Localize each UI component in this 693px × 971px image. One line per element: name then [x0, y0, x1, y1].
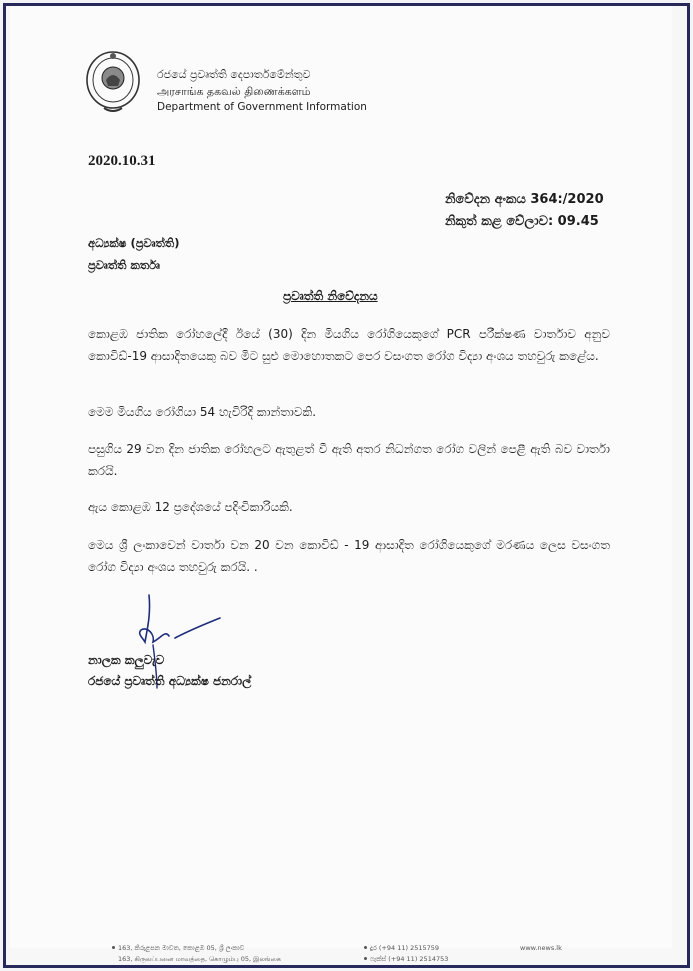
dept-name-sinhala: රජයේ ප්‍රවෘත්ති දෙපාර්තමේන්තුව	[157, 68, 311, 81]
body-paragraph: ඇය කොළඹ 12 ප්‍රදේශයේ පදිංචිකාරියකි.	[88, 500, 293, 514]
release-number: නිවේදන අංකය 364:/2020	[445, 192, 604, 207]
signatory-name: නාලක කලුවැව	[88, 653, 165, 667]
footer-address: 163, கிருலப்பனை மாவத்தை, கொழும்பு 05, இலங்கை	[118, 955, 281, 963]
body-paragraph: කොළඹ ජාතික රෝහලේදී ඊයේ (30) දින මියගිය රෝගියෙකුගේ PCR පරීක්ෂණ වාර්තාව අනුව කොවිඩ්-19 ආසාදිතයෙකු බව මිට සුළු මොහොතකට පෙර වසංගත රෝග විද්‍යා අංශය තහවුරු කළේය.	[88, 327, 610, 363]
national-emblem-icon	[84, 50, 142, 114]
dept-name-tamil: அரசாங்க தகவல் திணைக்களம்	[157, 85, 311, 98]
signatory-title: රජයේ ප්‍රවෘත්ති අධ්‍යක්ෂ ජනරාල්	[88, 674, 252, 688]
bullet-icon	[112, 946, 115, 949]
recipient-line: අධ්‍යක්ෂ (ප්‍රවෘත්ති)	[88, 236, 180, 250]
footer-fax: ෆැක්ස් (+94 11) 2514753	[370, 955, 449, 963]
release-date: 2020.10.31	[88, 153, 156, 169]
phone-icon	[364, 946, 367, 949]
footer-website[interactable]: www.news.lk	[520, 944, 562, 952]
document-title: ප්‍රවෘත්ති නිවේදනය	[283, 289, 378, 303]
footer-phone: දුර (+94 11) 2515759	[370, 944, 440, 952]
body-paragraph: මෙය ශ්‍රී ලංකාවෙන් වාර්තා වන 20 වන කොවිඩ් - 19 ආසාදිත රෝගියෙකුගේ මරණය ලෙස වසංගත රෝග විද්‍යා අංශය තහවුරු කරයි. .	[88, 538, 610, 574]
recipient-line: ප්‍රවෘත්ති කර්තෘ	[88, 258, 160, 272]
release-time: නිකුත් කළ වේලාව: 09.45	[445, 214, 599, 229]
dept-name-english: Department of Government Information	[157, 101, 367, 113]
body-paragraph: පසුගිය 29 වන දින ජාතික රෝහලට ඇතුළත් වී ඇති අතර නිධන්ගත රෝග වලින් පෙළී ඇති බව වාර්තා කරයි.	[88, 442, 610, 478]
footer-address: 163, කිරුළපන මාවත, කොළඹ 05, ශ්‍රී ලංකාව	[118, 944, 245, 952]
body-paragraph: මෙම මියගිය රෝගියා 54 හැවිරිදි කාන්තාවකි.	[88, 405, 317, 419]
fax-icon	[364, 957, 367, 960]
